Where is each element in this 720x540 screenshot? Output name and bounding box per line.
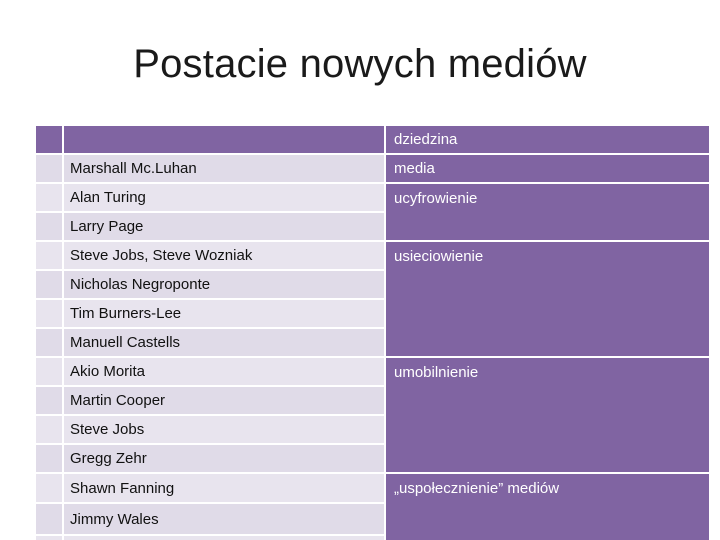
- row-index-cell: [36, 300, 62, 327]
- name-cell: Tim Burners-Lee: [64, 300, 384, 327]
- row-index-cell: [36, 242, 62, 269]
- row-index-cell: [36, 416, 62, 443]
- name-cell: Akio Morita: [64, 358, 384, 385]
- domain-cell-media: media: [386, 155, 709, 182]
- row-index-cell: [36, 358, 62, 385]
- name-cell: Manuell Castells: [64, 329, 384, 356]
- row-index-cell: [36, 445, 62, 472]
- row-index-cell: [36, 155, 62, 182]
- domain-cell-networking: usieciowienie: [386, 242, 709, 356]
- name-cell: Steve Jobs: [64, 416, 384, 443]
- row-index-cell: [36, 271, 62, 298]
- header-index-cell: [36, 126, 62, 153]
- name-cell: Shawn Fanning: [64, 474, 384, 502]
- row-index-cell: [36, 184, 62, 211]
- name-cell: Steve Jobs, Steve Wozniak: [64, 242, 384, 269]
- name-cell: Martin Cooper: [64, 387, 384, 414]
- name-cell: Gregg Zehr: [64, 445, 384, 472]
- media-figures-table: [36, 126, 709, 540]
- header-name-cell: [64, 126, 384, 153]
- domain-cell-mobilization: umobilnienie: [386, 358, 709, 472]
- header-domain-cell: dziedzina: [386, 126, 709, 153]
- domain-cell-socialization: „uspołecznienie” mediów: [386, 474, 709, 540]
- row-index-cell: [36, 387, 62, 414]
- name-cell: Jimmy Wales: [64, 504, 384, 534]
- name-cell: Larry Page: [64, 213, 384, 240]
- name-cell: Alan Turing: [64, 184, 384, 211]
- row-index-cell: [36, 329, 62, 356]
- name-cell: Marshall Mc.Luhan: [64, 155, 384, 182]
- row-index-cell: [36, 536, 62, 540]
- name-cell: Nicholas Negroponte: [64, 271, 384, 298]
- domain-cell-digitization: ucyfrowienie: [386, 184, 709, 240]
- row-index-cell: [36, 474, 62, 502]
- slide-title: Postacie nowych mediów: [133, 42, 587, 86]
- row-index-cell: [36, 213, 62, 240]
- row-index-cell: [36, 504, 62, 534]
- partial-row-cell: [64, 536, 384, 540]
